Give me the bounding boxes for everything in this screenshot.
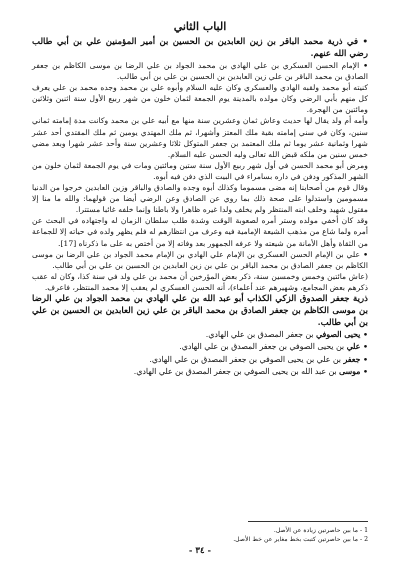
chapter-title: الباب الثاني: [173, 20, 227, 33]
footnote-2: 2 - ما بين حاصرتين كتبت بخط مغاير عن خط الأصل.: [233, 536, 368, 543]
footnote-divider: [248, 521, 368, 522]
paragraph-illness: ومرض أبو محمد الحسن في أول شهر ربيع الأول سنة ستين ومائتين ومات في يوم الجمعة لثمان خلون من الشهر المذكور ودفن في داره بسامراء في البيت الذي دفن فيه أبوه.: [32, 160, 368, 181]
paragraph-kunya: كنيته أبو محمد ولقبه الهادي والعسكري وكان عليه السلام وأبوه علي بن محمد وجده محمد بن علي يعرف كل منهم بأبي الرضي وكان مولده بالمدينة يوم الجمعة لثمان خلون من شهر ربيع الأول سنة اثنين وثلاثين ومائتين من الهجرة.: [32, 83, 368, 115]
section-heading: • في ذرية محمد الباقر بن زين العابدين بن الحسين بن أمير المؤمنين علي بن أبي طالب رضي الله عنهم.: [32, 36, 368, 60]
footnotes: [32, 526, 368, 544]
list-item: • جعفر بن علي بن يحيى الصوفي بن جعفر المصدق بن علي الهادي.: [32, 354, 368, 367]
paragraph-mother: وأمه أم ولد يقال لها حديث وعاش ثمان وعشرين سنة منها مع أبيه علي بن محمد وكانت مدة إمامته ثماني سنين، وكان في سني إمامته بقية ملك المعتز وأشهرا، ثم ملك المهتدي يومين ثم ملك المقتدي أحد عشر شهرا وثمانية عشر يوما ثم ملك المعتمد بن جعفر المتوكل ثلاثا وعشرين سنة وأحد عشر شهرا وبعد مضي خمس سنين من ملكه قبض الله تعالى وليه الحسن عليه السلام.: [32, 116, 368, 159]
footnote-1: 1 - ما بين حاصرتين زيادة عن الأصل.: [273, 527, 368, 534]
document-page: [32, 20, 368, 555]
paragraph-note: (عاش مائتين وخمس وخمسين سنة، ذكر بعض المؤرخين أن محمد بن علي ولد في سنة كذا، وكان له عقب ذكرهم بعض المجامع، وشهيرهم عند أعلماء)، أنه الحسن العسكري لم يعقب إلا محمد المنتظر، فاعرف.: [32, 271, 368, 292]
paragraph-concealment: وقد كان أخفي مولده وستر أمره لصعوبة الوقت وشدة طلب سلطان الزمان له واجتهاده في البحث عن أمره ولما شاع من مذهب الشيعة الإمامية فيه وعرف من انتظارهم له فلم يظهر ولده في حياته إلا للجماعة من الثقاة وأهل الأمانة من شيعته ولا عرفه الجمهور بعد وفاته إلا من أختص به على ما ذكرناه [17].: [32, 216, 368, 248]
section-heading-jafar: ذرية جعفر الصدوق الزكي الكذاب أبو عبد الله بن علي الهادي بن محمد الجواد بن علي الرضا بن موسى الكاظم بن جعفر الصادق بن محمد الباقر بن علي زين العابدين بن الحسين بن علي بن أبي طالب.: [32, 293, 368, 328]
page-number: - ٣٤ -: [188, 546, 212, 556]
descendants-list: [32, 329, 368, 379]
paragraph-poisoned: وقال قوم من أصحابنا إنه مضى مسموما وكذلك أبوه وجده والصادق والباقر وزين العابدين خرجوا من الدنيا مسمومين واستدلوا على صحة ذلك بما روي عن الصادق وعن الرضي أيضا من قولهما: والله ما منا إلا مقتول شهيد وخلف ابنه المنتظر ولم يخلف ولدا غيره ظاهرا ولا باطنا وإنما خلفه غائبا مستترا.: [32, 183, 368, 215]
paragraph-lineage: • الإمام الحسن العسكري بن علي الهادي بن محمد الجواد بن علي الرضا بن موسى الكاظم بن جعفر الصادق بن محمد الباقر بن علي زين العابدين بن الحسين بن علي بن أبي طالب.: [32, 60, 368, 82]
list-item: • موسى بن عبد الله بن يحيى الصوفي بن جعفر المصدق بن علي الهادي.: [32, 366, 368, 379]
list-item: • علي بن يحيى الصوفي بن جعفر المصدق بن علي الهادي.: [32, 341, 368, 354]
list-item: • يحيى الصوفي بن جعفر المصدق بن علي الهادي.: [32, 329, 368, 342]
paragraph-ali-son: • علي بن الإمام الحسن العسكري بن الإمام علي الهادي بن الإمام محمد الجواد بن علي الرضا بن موسى الكاظم بن جعفر الصادق بن محمد الباقر بن علي بن زين العابدين بن الحسين بن علي بن أبي طالب.: [32, 249, 368, 271]
